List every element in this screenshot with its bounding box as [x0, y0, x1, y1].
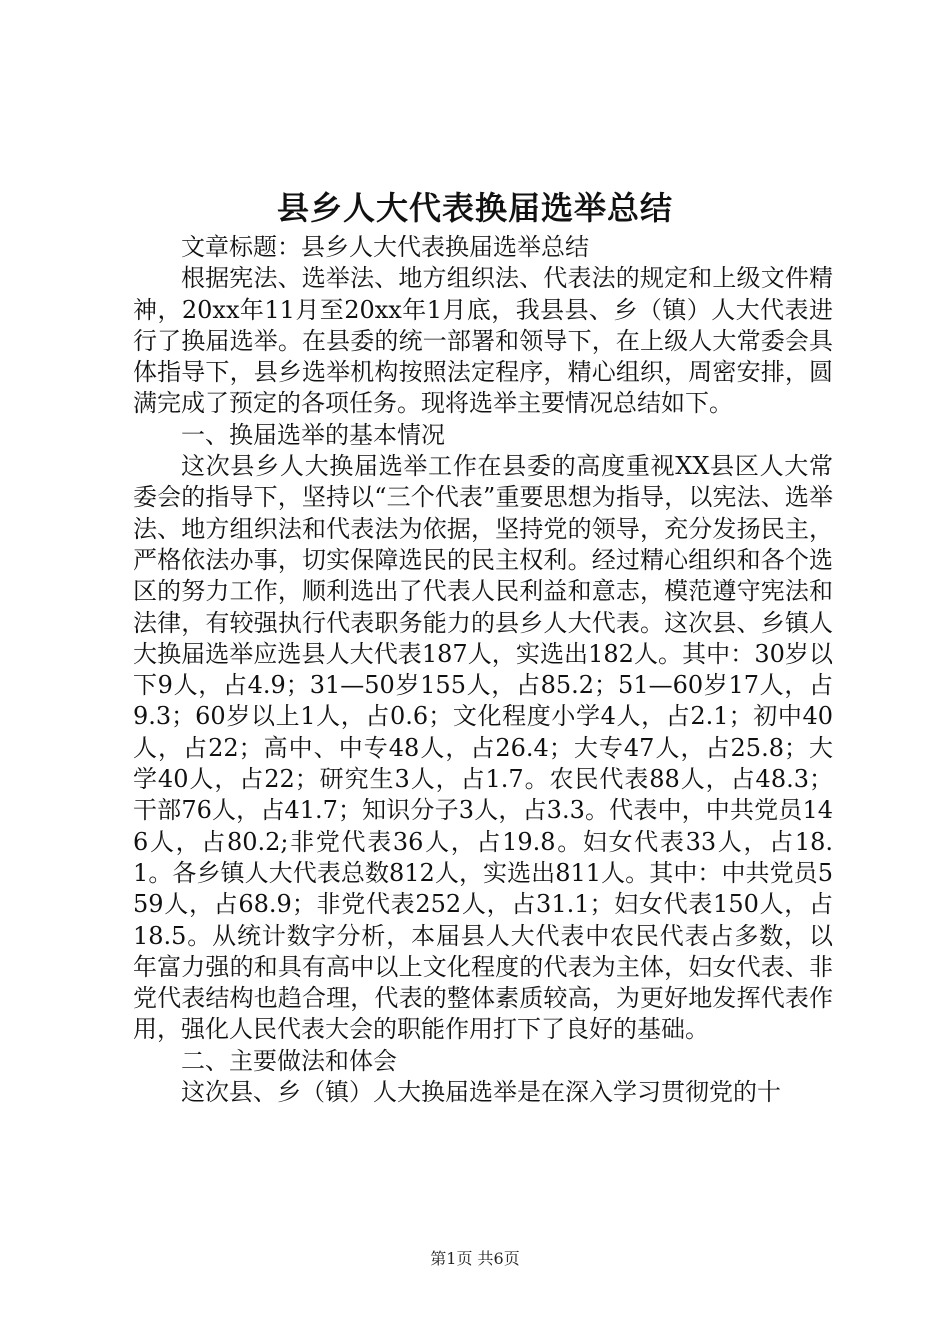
document-body [133, 232, 833, 1108]
section1-paragraph: 这次县乡人大换届选举工作在县委的高度重视XX县区人大常委会的指导下，坚持以“三个代表”重要思想为指导，以宪法、选举法、地方组织法和代表法为依据，坚持党的领导，充分发扬民主，严格依法办事，切实保障选民的民主权利。经过精心组织和各个选区的努力工作，顺利选出了代表人民利益和意志，模范遵守宪法和法律，有较强执行代表职务能力的县乡人大代表。这次县、乡镇人大换届选举应选县人大代表187人，实选出182人。其中：30岁以下9人，占4.9；31—50岁155人，占85.2；51—60岁17人，占9.3；60岁以上1人，占0.6；文化程度小学4人，占2.1；初中40人，占22；高中、中专48人，占26.4；大专47人，占25.8；大学40人，占22；研究生3人，占1.7。农民代表88人，占48.3；干部76人，占41.7；知识分子3人，占3.3。代表中，中共党员146人，占80.2;非党代表36人，占19.8。妇女代表33人，占18.1。各乡镇人大代表总数812人，实选出811人。其中：中共党员559人，占68.9；非党代表252人，占31.1；妇女代表150人，占18.5。从统计数字分析，本届县人大代表中农民代表占多数，以年富力强的和具有高中以上文化程度的代表为主体，妇女代表、非党代表结构也趋合理，代表的整体素质较高，为更好地发挥代表作用，强化人民代表大会的职能作用打下了良好的基础。 [133, 452, 833, 1044]
section2-paragraph: 这次县、乡（镇）人大换届选举是在深入学习贯彻党的十 [181, 1078, 781, 1107]
page-footer: 第1页 共6页 [430, 1249, 520, 1268]
intro-paragraph: 根据宪法、选举法、地方组织法、代表法的规定和上级文件精神，20xx年11月至20xx年1月底，我县县、乡（镇）人大代表进行了换届选举。在县委的统一部署和领导下，在上级人大常委会具体指导下，县乡选举机构按照法定程序，精心组织，周密安排，圆满完成了预定的各项任务。现将选举主要情况总结如下。 [133, 264, 833, 418]
section2-heading: 二、主要做法和体会 [181, 1046, 397, 1075]
article-label-line: 文章标题：县乡人大代表换届选举总结 [181, 233, 589, 261]
document-title: 县乡人大代表换届选举总结 [276, 189, 673, 227]
section1-heading: 一、换届选举的基本情况 [181, 420, 445, 449]
